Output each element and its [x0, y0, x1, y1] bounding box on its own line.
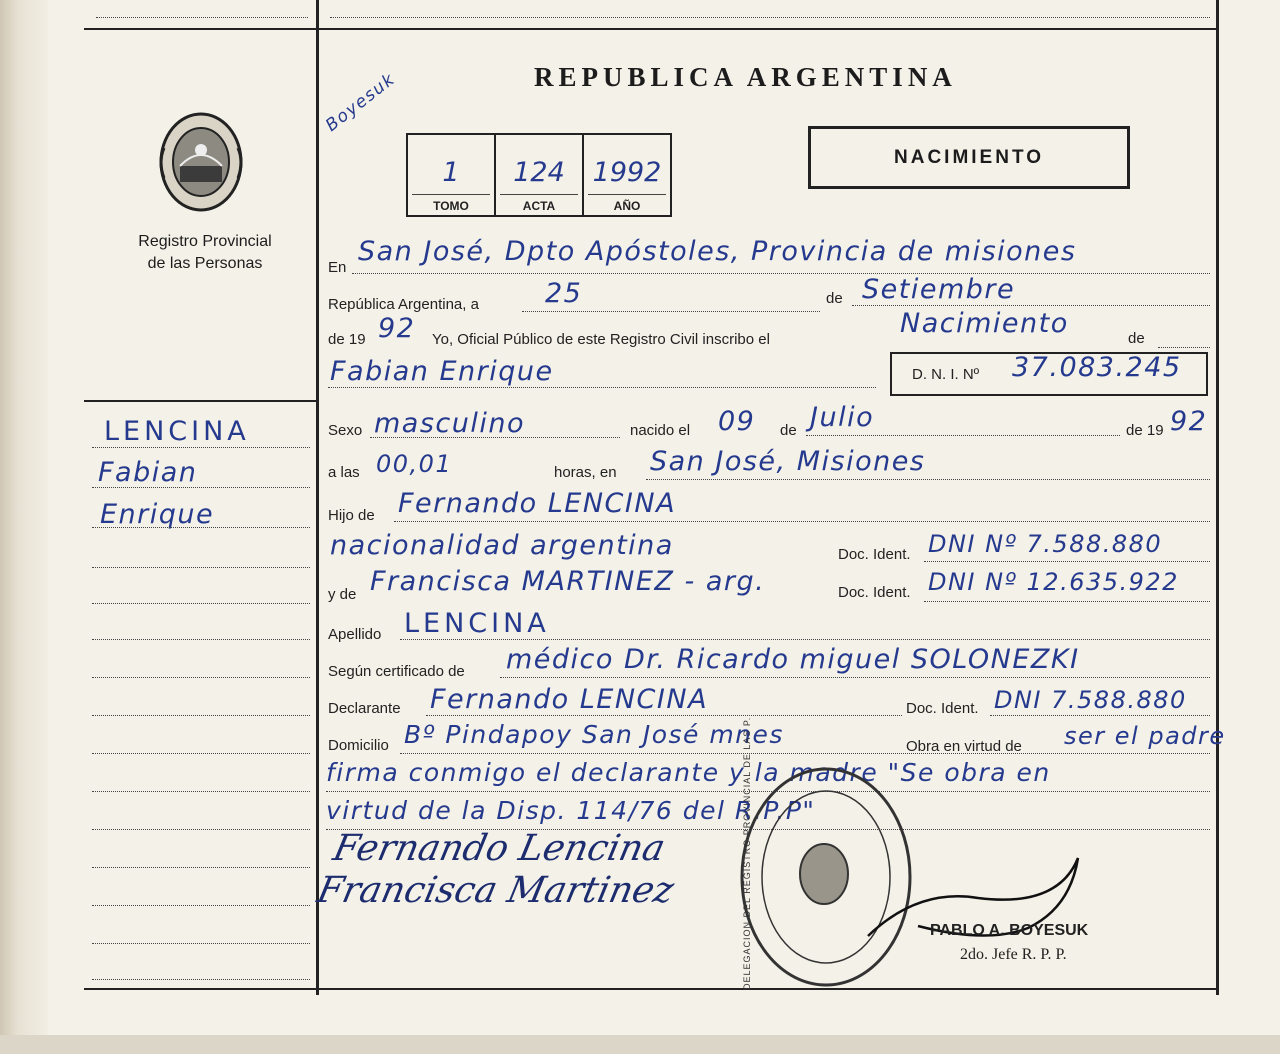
- obra-label: Obra en virtud de: [906, 738, 1022, 755]
- acta-label: ACTA: [522, 199, 556, 213]
- de-end-label: de: [1128, 330, 1145, 347]
- de-label-2: de: [780, 422, 797, 439]
- anio-label: AÑO: [613, 199, 641, 213]
- alas-label: a las: [328, 464, 360, 481]
- page-bottom-edge: [0, 1035, 1280, 1054]
- form-line: [426, 714, 902, 716]
- anio-value: 1992: [592, 157, 662, 188]
- domicilio-label: Domicilio: [328, 737, 389, 754]
- side-line: [92, 904, 310, 906]
- birth-year-suffix-value: 92: [1170, 406, 1208, 437]
- book-binding: [0, 0, 48, 1054]
- sexo-value: masculino: [374, 408, 526, 439]
- form-line: [924, 560, 1210, 562]
- doc-ident-label-3: Doc. Ident.: [906, 700, 979, 717]
- form-line: [394, 520, 1210, 522]
- left-panel-border: [316, 0, 319, 995]
- mother-value: Francisca MARTINEZ - arg.: [370, 566, 766, 597]
- form-line: [370, 436, 620, 438]
- father-signature: Fernando Lencina: [329, 828, 669, 869]
- day-value: 25: [545, 278, 583, 309]
- side-line: [92, 638, 310, 640]
- top-dotted-right: [330, 16, 1210, 18]
- form-line: [352, 272, 1210, 274]
- apellido-label: Apellido: [328, 626, 382, 643]
- form-line: [522, 310, 820, 312]
- side-line: [92, 978, 310, 980]
- yo-text: Yo, Oficial Público de este Registro Civil inscribo el: [432, 331, 770, 348]
- side-line: [92, 602, 310, 604]
- bottom-rule: [84, 988, 1216, 990]
- anio-cell: [584, 135, 670, 215]
- act-word-value: Nacimiento: [900, 308, 1069, 339]
- declarante-doc-value: DNI 7.588.880: [994, 686, 1187, 714]
- form-line: [806, 434, 1120, 436]
- registry-label-line1: Registro Provincial: [138, 233, 272, 250]
- side-line: [92, 446, 310, 448]
- country-title: REPUBLICA ARGENTINA: [534, 62, 957, 92]
- tomo-cell: [408, 135, 496, 215]
- side-line: [92, 866, 310, 868]
- obra-value: ser el padre: [1064, 722, 1226, 750]
- father-nationality-value: nacionalidad argentina: [330, 530, 674, 561]
- side-line: [92, 790, 310, 792]
- tomo-value: 1: [442, 157, 460, 188]
- place-value: San José, Dpto Apóstoles, Provincia de misiones: [358, 236, 1077, 267]
- form-line: [328, 386, 876, 388]
- form-line: [1158, 346, 1210, 348]
- declarante-label: Declarante: [328, 700, 401, 717]
- remark-line-2: virtud de la Disp. 114/76 del R.P.P": [326, 796, 816, 825]
- father-doc-value: DNI Nº 7.588.880: [928, 530, 1163, 558]
- form-line: [400, 752, 1210, 754]
- form-line: [646, 478, 1210, 480]
- de-label: de: [826, 290, 843, 307]
- yde-label: y de: [328, 586, 357, 603]
- remark-line-1: firma conmigo el declarante y la madre "Se obra en: [326, 758, 1051, 787]
- form-line: [924, 600, 1210, 602]
- segun-label: Según certificado de: [328, 663, 465, 680]
- stamp-text: DELEGACION DEL REGISTRO PROVINCIAL DE LAS P.: [742, 716, 752, 990]
- left-panel-divider: [84, 400, 316, 402]
- year-suffix-value: 92: [378, 313, 416, 344]
- de19-label-2: de 19: [1126, 422, 1164, 439]
- top-dotted-left: [96, 16, 308, 18]
- side-surname: LENCINA: [104, 416, 250, 447]
- person-name-value: Fabian Enrique: [330, 356, 554, 387]
- registry-label-line2: de las Personas: [147, 255, 263, 272]
- side-line: [92, 828, 310, 830]
- sexo-label: Sexo: [328, 422, 363, 439]
- month-value: Setiembre: [862, 274, 1016, 305]
- registry-label: [105, 231, 305, 275]
- mother-signature: Francisca Martinez: [313, 870, 678, 911]
- en-label: En: [328, 259, 347, 276]
- birth-time-value: 00,01: [376, 450, 453, 478]
- birth-month-value: Julio: [810, 402, 875, 433]
- doc-ident-label: Doc. Ident.: [838, 546, 911, 563]
- side-first-name: Fabian: [98, 457, 198, 488]
- top-rule-right: [319, 28, 1216, 30]
- certificado-value: médico Dr. Ricardo miguel SOLONEZKI: [506, 644, 1080, 675]
- dni-label: D. N. I. Nº: [912, 366, 980, 383]
- declarante-value: Fernando LENCINA: [430, 684, 709, 715]
- domicilio-value: Bº Pindapoy San José mnes: [404, 720, 784, 749]
- de19-label: de 19: [328, 331, 366, 348]
- doc-ident-label-2: Doc. Ident.: [838, 584, 911, 601]
- act-type-box: NACIMIENTO: [808, 126, 1130, 189]
- republica-label: República Argentina, a: [328, 296, 479, 313]
- form-line: [990, 714, 1210, 716]
- side-line: [92, 752, 310, 754]
- birth-place-value: San José, Misiones: [650, 446, 926, 477]
- official-title: 2do. Jefe R. P. P.: [960, 946, 1067, 963]
- hijo-label: Hijo de: [328, 507, 375, 524]
- side-line: [92, 714, 310, 716]
- official-name: PABLO A. BOYESUK: [930, 922, 1089, 939]
- form-line: [852, 304, 1210, 306]
- dni-value: 37.083.245: [1012, 352, 1182, 383]
- acta-value: 124: [513, 157, 565, 188]
- form-line: [500, 676, 1210, 678]
- nacido-label: nacido el: [630, 422, 691, 439]
- mother-doc-value: DNI Nº 12.635.922: [928, 568, 1179, 596]
- birth-day-value: 09: [718, 406, 756, 437]
- acta-cell: [496, 135, 584, 215]
- side-line: [92, 526, 310, 528]
- apellido-value: LENCINA: [404, 608, 550, 639]
- side-line: [92, 566, 310, 568]
- provincial-seal-logo: [156, 108, 246, 216]
- right-border: [1216, 0, 1219, 995]
- tomo-label: TOMO: [433, 199, 469, 213]
- side-second-name: Enrique: [100, 499, 215, 530]
- margin-note: Boyesuk: [322, 69, 400, 136]
- form-line: [400, 638, 1210, 640]
- horas-label: horas, en: [554, 464, 617, 481]
- father-value: Fernando LENCINA: [398, 488, 677, 519]
- record-reference-box: [406, 133, 672, 217]
- top-rule-left: [84, 28, 316, 30]
- side-line: [92, 676, 310, 678]
- side-line: [92, 942, 310, 944]
- side-line: [92, 486, 310, 488]
